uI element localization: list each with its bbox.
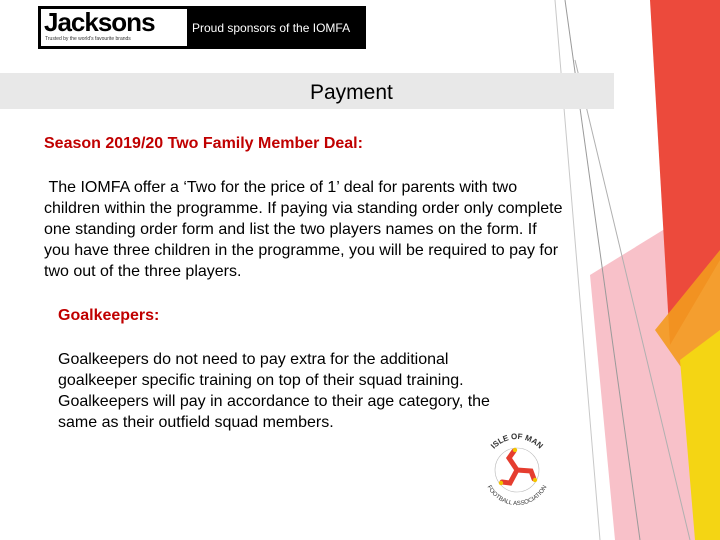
sponsor-logo-tagline: Trusted by the world's favourite brands bbox=[45, 36, 131, 42]
page-title: Payment bbox=[310, 81, 393, 104]
goalkeepers-heading: Goalkeepers: bbox=[58, 307, 160, 324]
sponsor-text: Proud sponsors of the IOMFA bbox=[192, 21, 351, 35]
season-deal-heading: Season 2019/20 Two Family Member Deal: bbox=[44, 135, 363, 152]
season-deal-body: The IOMFA offer a ‘Two for the price of 1’ deal for parents with two children within the programme. If paying via standing order only complete one standing order form and list the two players names on the form. If you have three children in the programme, you will be required to pay for two out of the three players. bbox=[44, 179, 567, 280]
sponsor-logo bbox=[41, 9, 187, 46]
iomfa-crest-logo bbox=[472, 418, 562, 518]
sponsor-banner bbox=[38, 6, 366, 49]
crest-top-text: ISLE OF MAN bbox=[489, 431, 545, 451]
sponsor-logo-word: Jacksons bbox=[44, 9, 155, 37]
title-bar bbox=[0, 73, 614, 109]
goalkeepers-body: Goalkeepers do not need to pay extra for the additional goalkeeper specific training on top of their squad training. Goalkeepers will pay in accordance to their age category, the same as their outfield squad members. bbox=[58, 351, 490, 431]
crest-bottom-text: FOOTBALL ASSOCIATION bbox=[485, 484, 549, 508]
